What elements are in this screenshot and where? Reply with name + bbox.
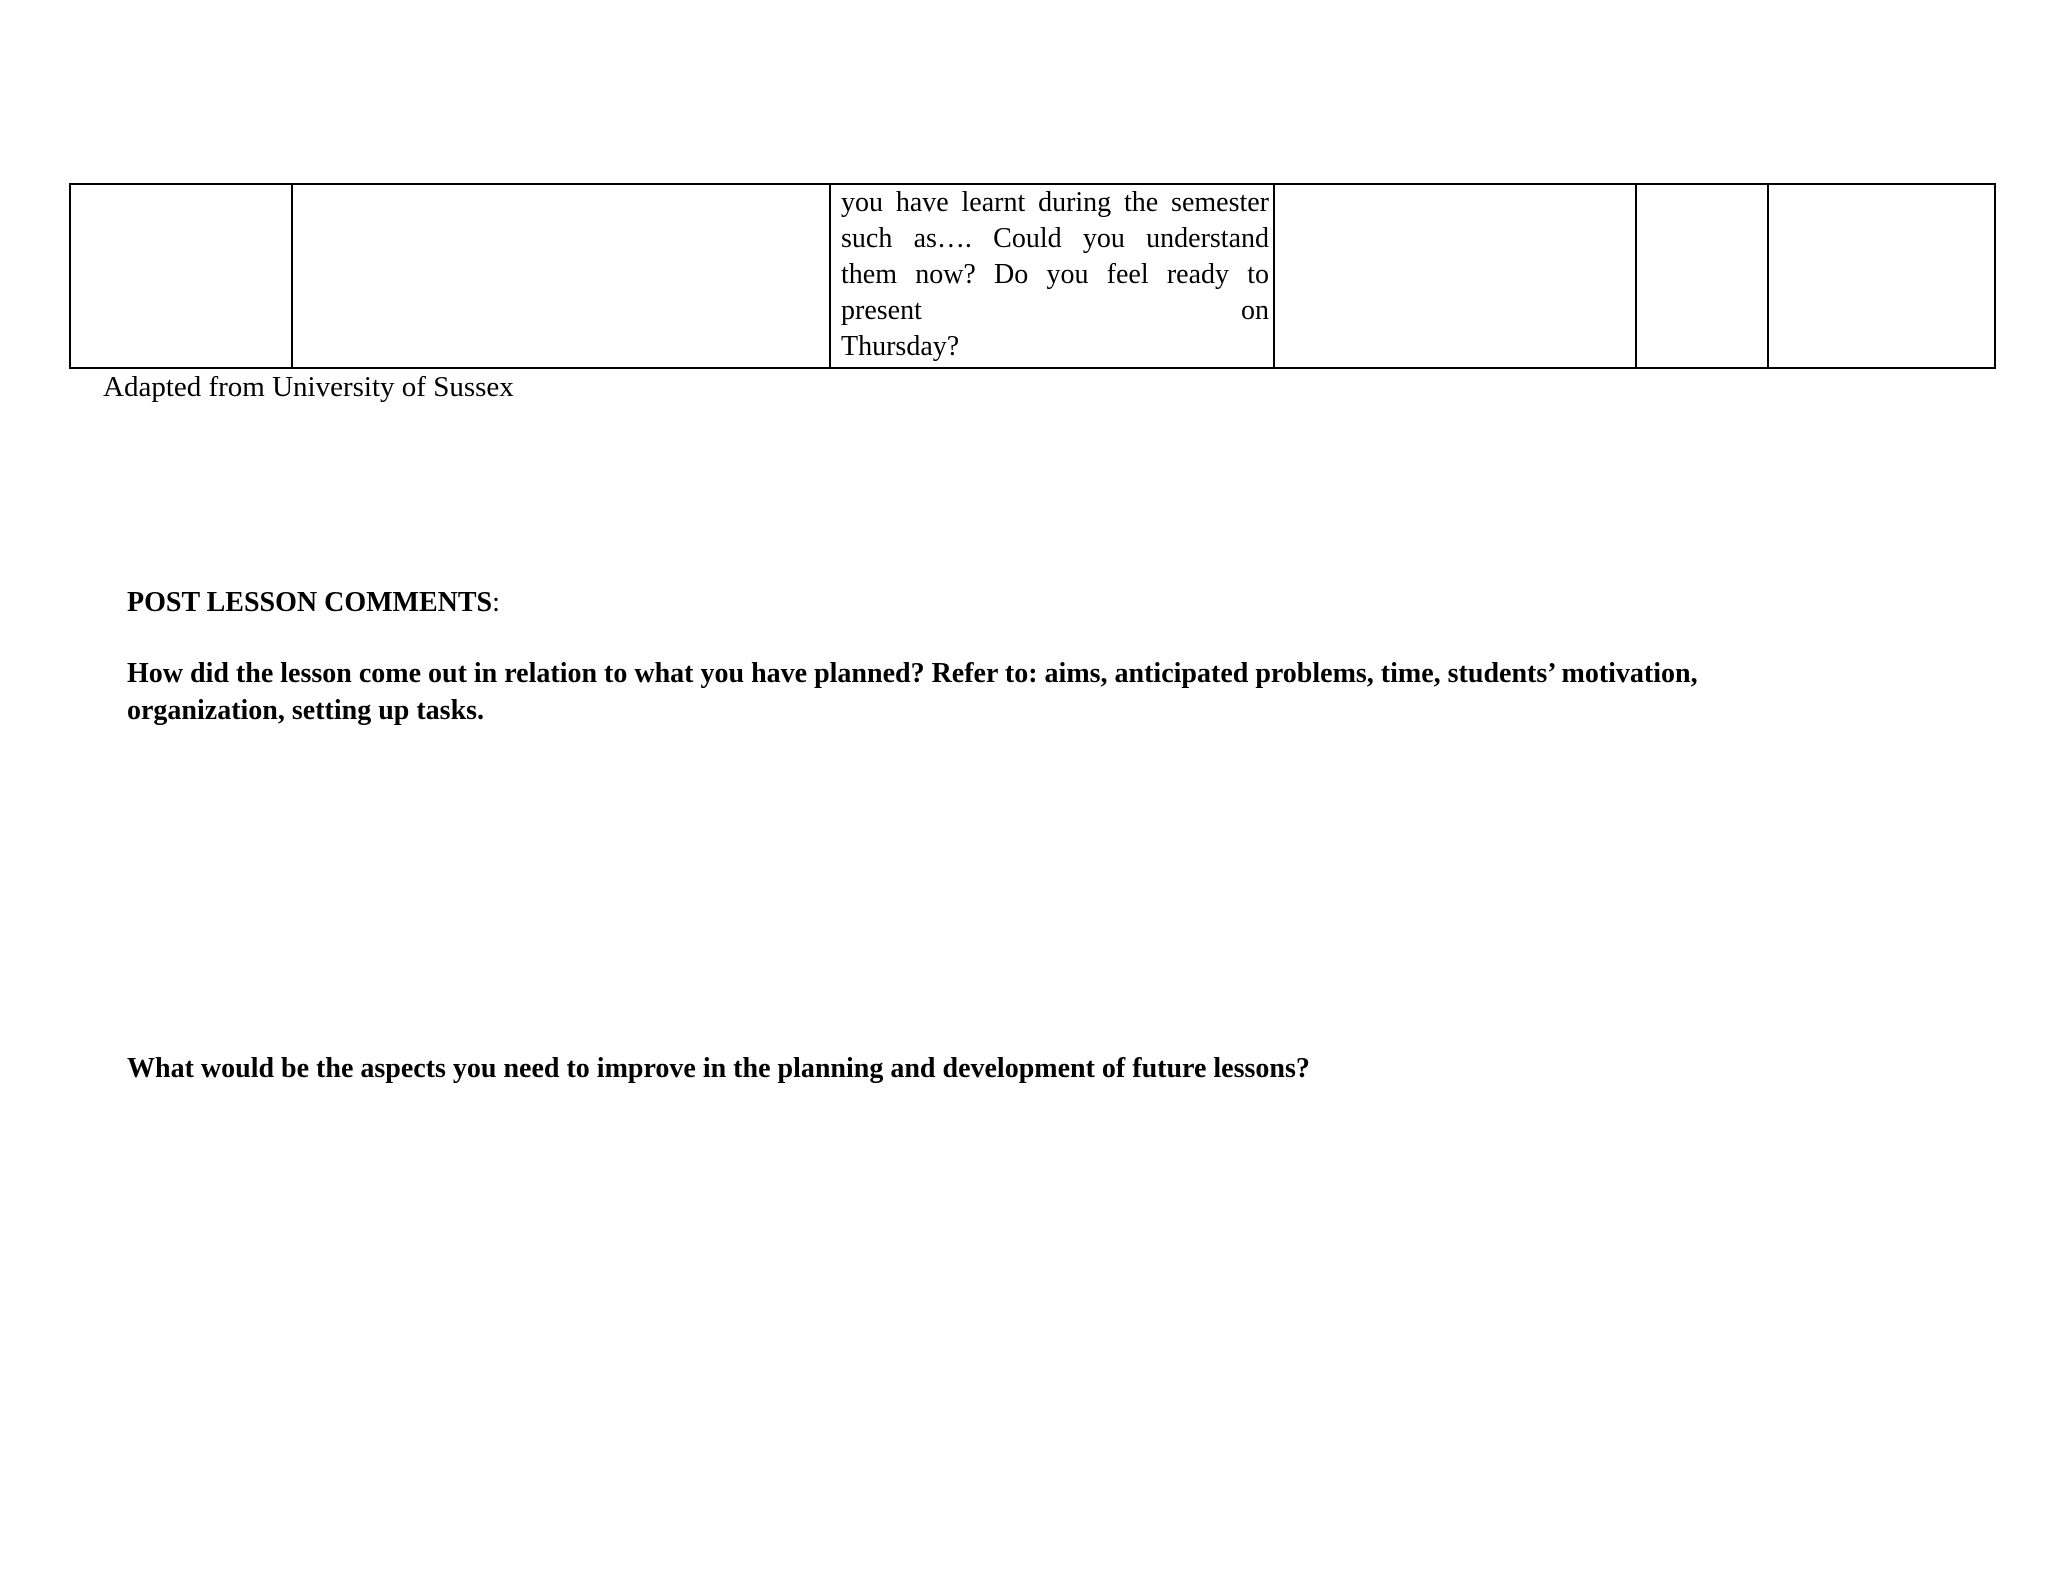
table-cell-empty: [1636, 184, 1768, 368]
table-row: [70, 184, 1995, 368]
lesson-plan-table: [69, 183, 1996, 369]
procedure-text-line: you have learnt during the: [841, 187, 1159, 218]
table-cell-empty: [1274, 184, 1636, 368]
procedure-text-line: understand them now? Do you: [841, 223, 1270, 290]
procedure-text-line: Thursday?: [841, 331, 960, 362]
source-note: Adapted from University of Sussex: [103, 371, 514, 403]
post-lesson-heading: [127, 585, 500, 621]
post-lesson-heading-colon: :: [492, 587, 500, 618]
procedure-text: [831, 185, 1273, 365]
post-lesson-question-2: What would be the aspects you need to improve in the planning and development of future lessons?: [127, 1053, 1310, 1084]
post-lesson-heading-text: POST LESSON COMMENTS: [127, 587, 493, 618]
post-lesson-question-1: How did the lesson come out in relation to what you have planned? Refer to: aims, anticipated problems, time, students’ motivation, organization, setting up tasks.: [127, 658, 1698, 726]
table-cell-empty: [70, 184, 292, 368]
procedure-text-line: feel ready to present on: [841, 259, 1269, 326]
procedure-text-line: semester such as…. Could you: [841, 187, 1270, 254]
table-cell-procedure: [830, 184, 1274, 368]
table-cell-empty: [1768, 184, 1995, 368]
table-cell-empty: [292, 184, 830, 368]
